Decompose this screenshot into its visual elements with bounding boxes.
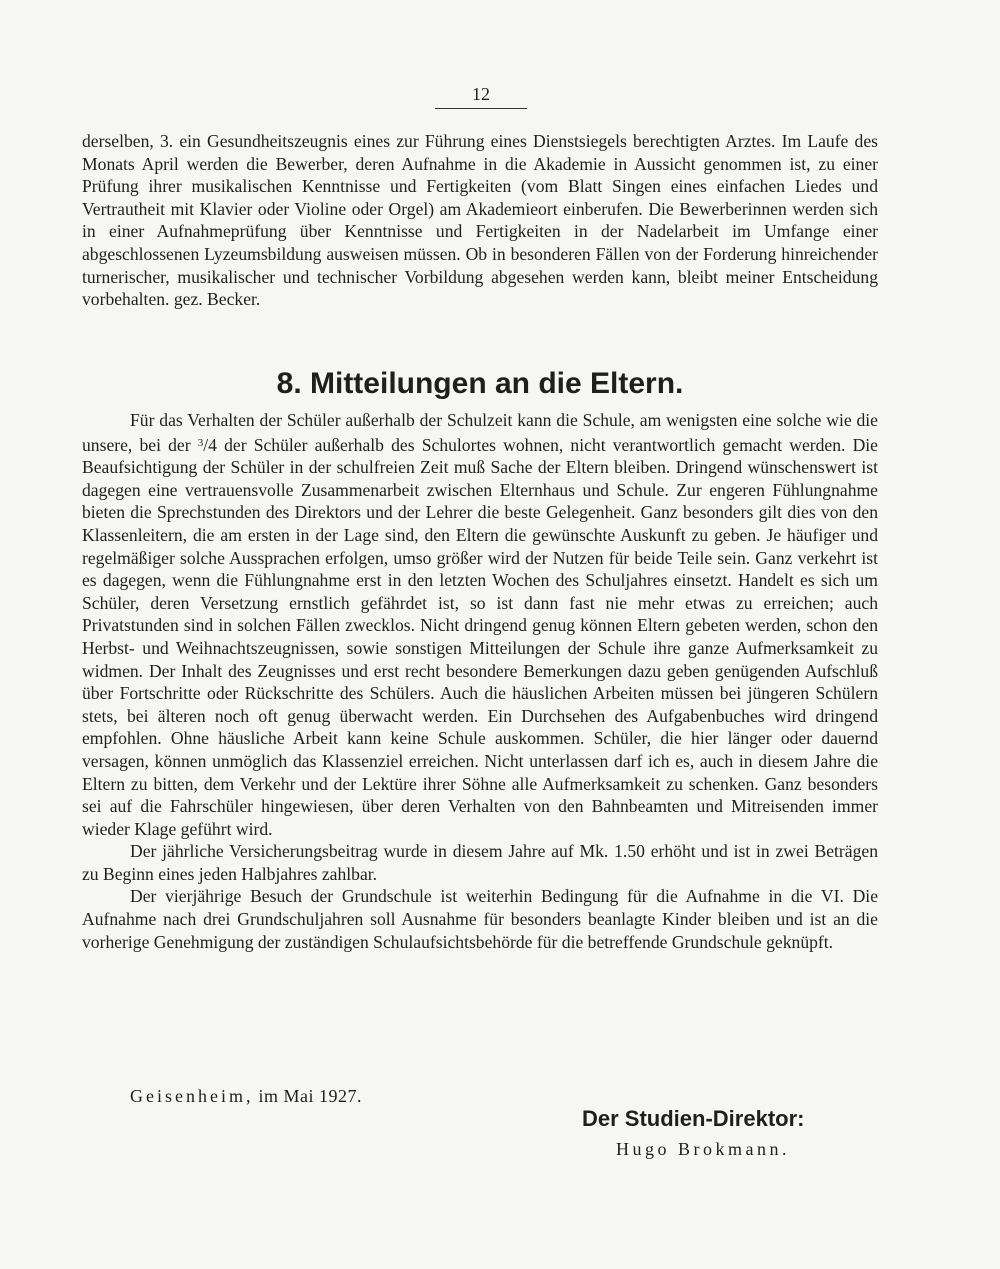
place-date xyxy=(130,1086,362,1107)
date: im Mai 1927. xyxy=(258,1086,362,1106)
paragraph-grundschule: Der vierjährige Besuch der Grundschule ist weiterhin Bedingung für die Aufnahme in die VI. Die Aufnahme nach drei Grundschuljahren soll Ausnahme für besonders beanlagte Kinder bleiben und ist an die vorherige Genehmigung der zuständigen Schulaufsichtsbehörde für die betreffende Grundschule geknüpft. xyxy=(82,886,878,952)
page-number: 12 xyxy=(472,84,490,104)
paragraph-1-start: Für das Verhalten der Schüler außerhalb der Schulzeit kann die Schule, am wenigsten eine solche wie die unsere, bei der xyxy=(82,410,878,455)
fraction-numerator: 3 xyxy=(197,436,204,449)
paragraph-insurance: Der jährliche Versicherungsbeitrag wurde in diesem Jahre auf Mk. 1.50 erhöht und ist in zwei Beträgen zu Beginn eines jeden Halbjahres zahlbar. xyxy=(82,841,878,884)
intro-paragraph: derselben, 3. ein Gesundheitszeugnis eines zur Führung eines Dienstsiegels berechtigten Arztes. Im Laufe des Monats April werden die Bewerber, deren Aufnahme in die Akademie in Aussicht genommen ist, zu einer Prüfung ihrer musikalischen Kenntnisse und Fertigkeiten (vom Blatt Singen eines einfachen Liedes und Vertrautheit mit Klavier oder Violine oder Orgel) am Akademieort einberufen. Die Bewerberinnen werden sich in einer Aufnahmeprüfung über Kenntnisse und Fertigkeiten in der Nadelarbeit im Umfange einer abgeschlossenen Lyzeumsbildung ausweisen müssen. Ob in besonderen Fällen von der Forderung hinreichender turnerischer, musikalischer und technischer Vorbildung abgesehen werden kann, bleibt meiner Entscheidung vorbehalten. gez. Becker. xyxy=(82,131,878,310)
signature-title: Der Studien-Direktor: xyxy=(582,1106,805,1131)
paragraph-1-rest: der Schüler außerhalb des Schulortes wohnen, nicht verantwortlich gemacht werden. Die Beaufsichtigung der Schüler in der schulfreien Zeit muß Sache der Eltern bleiben. Dringend wünschenswert ist dagegen eine vertrauensvolle Zusammenarbeit zwischen Elternhaus und Schule. Zur engeren Fühlungnahme bieten die Sprechstunden des Direktors und der Lehrer die beste Gelegenheit. Ganz besonders gilt dies von den Klassenleitern, die am ersten in der Lage sind, den Eltern die gewünschte Auskunft zu geben. Je häufiger und regelmäßiger solche Aussprachen erfolgen, umso größer wird der Nutzen für beide Teile sein. Ganz verkehrt ist es dagegen, wenn die Fühlungnahme erst in den letzten Wochen des Schuljahres einsetzt. Handelt es sich um Schüler, deren Versetzung ernstlich gefährdet ist, so ist dann fast nie mehr etwas zu erreichen; auch Privatstunden sind in solchen Fällen zwecklos. Nicht dringend genug können Eltern gebeten werden, schon den Herbst- und Weihnachtszeugnissen, sowie sonstigen Mitteilungen der Schule ihre ganze Aufmerksamkeit zu widmen. Der Inhalt des Zeugnisses und erst recht besondere Bemerkungen dazu geben genügenden Aufschluß über Fortschritte oder Rückschritte des Schülers. Auch die häuslichen Arbeiten müssen bei jüngeren Schülern stets, bei älteren noch oft genug überwacht werden. Ein Durchsehen des Aufgabenbuches wird dringend empfohlen. Ohne häusliche Arbeit kann keine Schule auskommen. Schüler, die hier länger oder dauernd versagen, können unmöglich das Klassenziel erreichen. Nicht unterlassen darf ich es, auch in diesem Jahre die Eltern zu bitten, dem Verkehr und der Lektüre ihrer Söhne alle Aufmerksamkeit zu schenken. Ganz besonders sei auf die Fahrschüler hingewiesen, über deren Verhalten von den Bahnbeamten und Mitreisenden immer wieder Klage geführt wird. xyxy=(82,434,878,839)
place: Geisenheim, xyxy=(130,1086,254,1106)
fraction-denominator: /4 xyxy=(203,434,217,455)
page-number-rule xyxy=(435,108,527,109)
signature-name: Hugo Brokmann. xyxy=(616,1139,790,1159)
section-text-block xyxy=(82,409,878,953)
intro-text-block xyxy=(82,130,878,311)
section-heading: 8. Mitteilungen an die Eltern. xyxy=(276,367,684,400)
paragraph-parents-conduct xyxy=(82,409,878,840)
